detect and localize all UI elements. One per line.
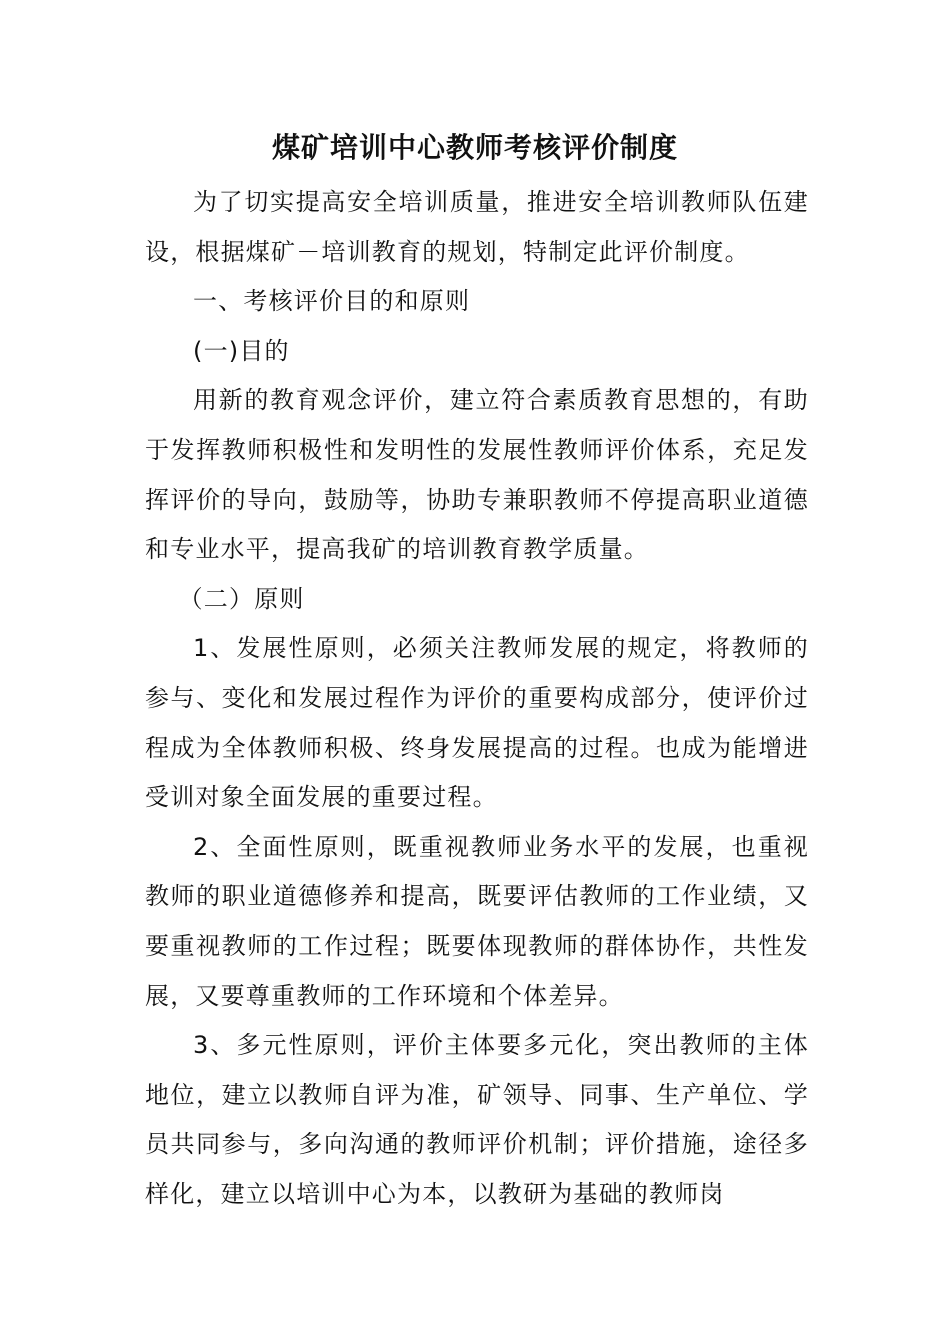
document-body (145, 178, 809, 1219)
section-heading-1: 一、考核评价目的和原则 (193, 287, 471, 316)
principle-paragraph-2: 2、全面性原则，既重视教师业务水平的发展，也重视教师的职业道德修养和提高，既要评估教师的工作业绩，又要重视教师的工作过程；既要体现教师的群体协作，共性发展，又要尊重教师的工作环境和个体差异。 (145, 832, 809, 1010)
intro-paragraph: 为了切实提高安全培训质量，推进安全培训教师队伍建设，根据煤矿－培训教育的规划，特制定此评价制度。 (145, 188, 809, 266)
purpose-paragraph: 用新的教育观念评价，建立符合素质教育思想的，有助于发挥教师积极性和发明性的发展性教师评价体系，充足发挥评价的导向，鼓励等，协助专兼职教师不停提高职业道德和专业水平，提高我矿的培训教育教学质量。 (145, 386, 809, 564)
principle-paragraph-3: 3、多元性原则，评价主体要多元化，突出教师的主体地位，建立以教师自评为准，矿领导、同事、生产单位、学员共同参与，多向沟通的教师评价机制；评价措施，途径多样化，建立以培训中心为本，以教研为基础的教师岗 (145, 1031, 809, 1208)
subsection-heading-purpose: (一)目的 (193, 336, 290, 365)
principle-paragraph-1: 1、发展性原则，必须关注教师发展的规定，将教师的参与、变化和发展过程作为评价的重要构成部分，使评价过程成为全体教师积极、终身发展提高的过程。也成为能增进受训对象全面发展的重要过程。 (145, 634, 809, 812)
document-title: 煤矿培训中心教师考核评价制度 (271, 131, 678, 164)
subsection-heading-principles: （二）原则 (178, 584, 305, 613)
